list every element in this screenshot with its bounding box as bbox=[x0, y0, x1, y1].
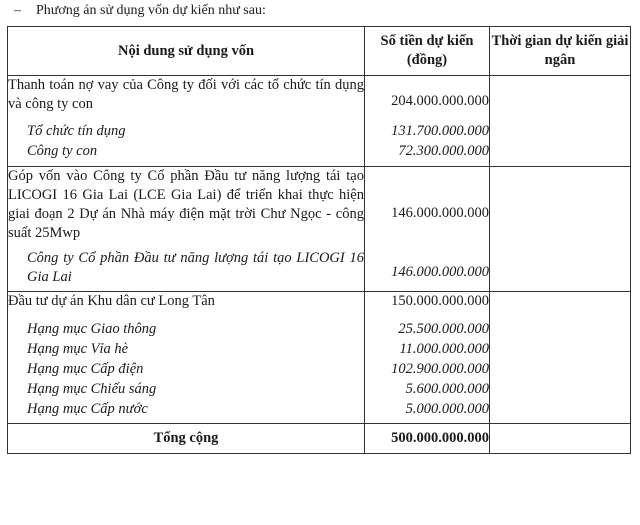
total-time bbox=[490, 424, 631, 454]
item-time bbox=[490, 360, 631, 380]
intro-line bbox=[14, 1, 266, 21]
header-content: Nội dung sử dụng vốn bbox=[8, 27, 365, 76]
item-time bbox=[490, 400, 631, 424]
item-amount: 146.000.000.000 bbox=[365, 249, 490, 292]
table-header-row bbox=[8, 27, 631, 76]
header-time: Thời gian dự kiến giải ngân bbox=[490, 27, 631, 76]
item-label: Hạng mục Giao thông bbox=[8, 320, 365, 340]
table-row-group-3 bbox=[8, 292, 631, 321]
table-row-item bbox=[8, 249, 631, 292]
item-amount: 72.300.000.000 bbox=[365, 142, 490, 167]
group-3-title: Đầu tư dự án Khu dân cư Long Tân bbox=[8, 292, 365, 321]
item-time bbox=[490, 249, 631, 292]
item-amount: 131.700.000.000 bbox=[365, 122, 490, 142]
total-label: Tổng cộng bbox=[8, 424, 365, 454]
item-amount: 102.900.000.000 bbox=[365, 360, 490, 380]
table-row-item bbox=[8, 400, 631, 424]
table-row-item bbox=[8, 360, 631, 380]
group-1-title: Thanh toán nợ vay của Công ty đối với các tổ chức tín dụng và công ty con bbox=[8, 76, 365, 123]
item-label: Công ty con bbox=[8, 142, 365, 167]
group-2-time bbox=[490, 167, 631, 250]
item-amount: 11.000.000.000 bbox=[365, 340, 490, 360]
item-amount: 5.600.000.000 bbox=[365, 380, 490, 400]
item-amount: 5.000.000.000 bbox=[365, 400, 490, 424]
table-row-item bbox=[8, 320, 631, 340]
item-time bbox=[490, 142, 631, 167]
group-3-time bbox=[490, 292, 631, 321]
item-label: Công ty Cổ phần Đầu tư năng lượng tái tạo LICOGI 16 Gia Lai bbox=[8, 249, 365, 292]
item-amount: 25.500.000.000 bbox=[365, 320, 490, 340]
item-label: Hạng mục Cấp nước bbox=[8, 400, 365, 424]
table-row-total bbox=[8, 424, 631, 454]
table-row-group-2 bbox=[8, 167, 631, 250]
table-row-item bbox=[8, 340, 631, 360]
item-time bbox=[490, 320, 631, 340]
item-label: Hạng mục Vỉa hè bbox=[8, 340, 365, 360]
group-1-time bbox=[490, 76, 631, 123]
table-row-group-1 bbox=[8, 76, 631, 123]
group-2-amount: 146.000.000.000 bbox=[365, 167, 490, 250]
item-time bbox=[490, 340, 631, 360]
table-row-item bbox=[8, 380, 631, 400]
item-time bbox=[490, 380, 631, 400]
capital-usage-table bbox=[7, 26, 631, 454]
table-row-item bbox=[8, 142, 631, 167]
total-amount: 500.000.000.000 bbox=[365, 424, 490, 454]
header-amount: Số tiền dự kiến (đồng) bbox=[365, 27, 490, 76]
item-label: Tổ chức tín dụng bbox=[8, 122, 365, 142]
intro-text: Phương án sử dụng vốn dự kiến như sau: bbox=[36, 3, 266, 18]
item-label: Hạng mục Cấp điện bbox=[8, 360, 365, 380]
item-time bbox=[490, 122, 631, 142]
group-2-title: Góp vốn vào Công ty Cổ phần Đầu tư năng lượng tái tạo LICOGI 16 Gia Lai (LCE Gia Lai) để triển khai thực hiện giai đoạn 2 Dự án Nhà máy điện mặt trời Chư Ngọc - công suất 25Mwp bbox=[8, 167, 365, 250]
group-3-amount: 150.000.000.000 bbox=[365, 292, 490, 321]
table-row-item bbox=[8, 122, 631, 142]
item-label: Hạng mục Chiếu sáng bbox=[8, 380, 365, 400]
bullet-dash: – bbox=[14, 3, 21, 18]
group-1-amount: 204.000.000.000 bbox=[365, 76, 490, 123]
